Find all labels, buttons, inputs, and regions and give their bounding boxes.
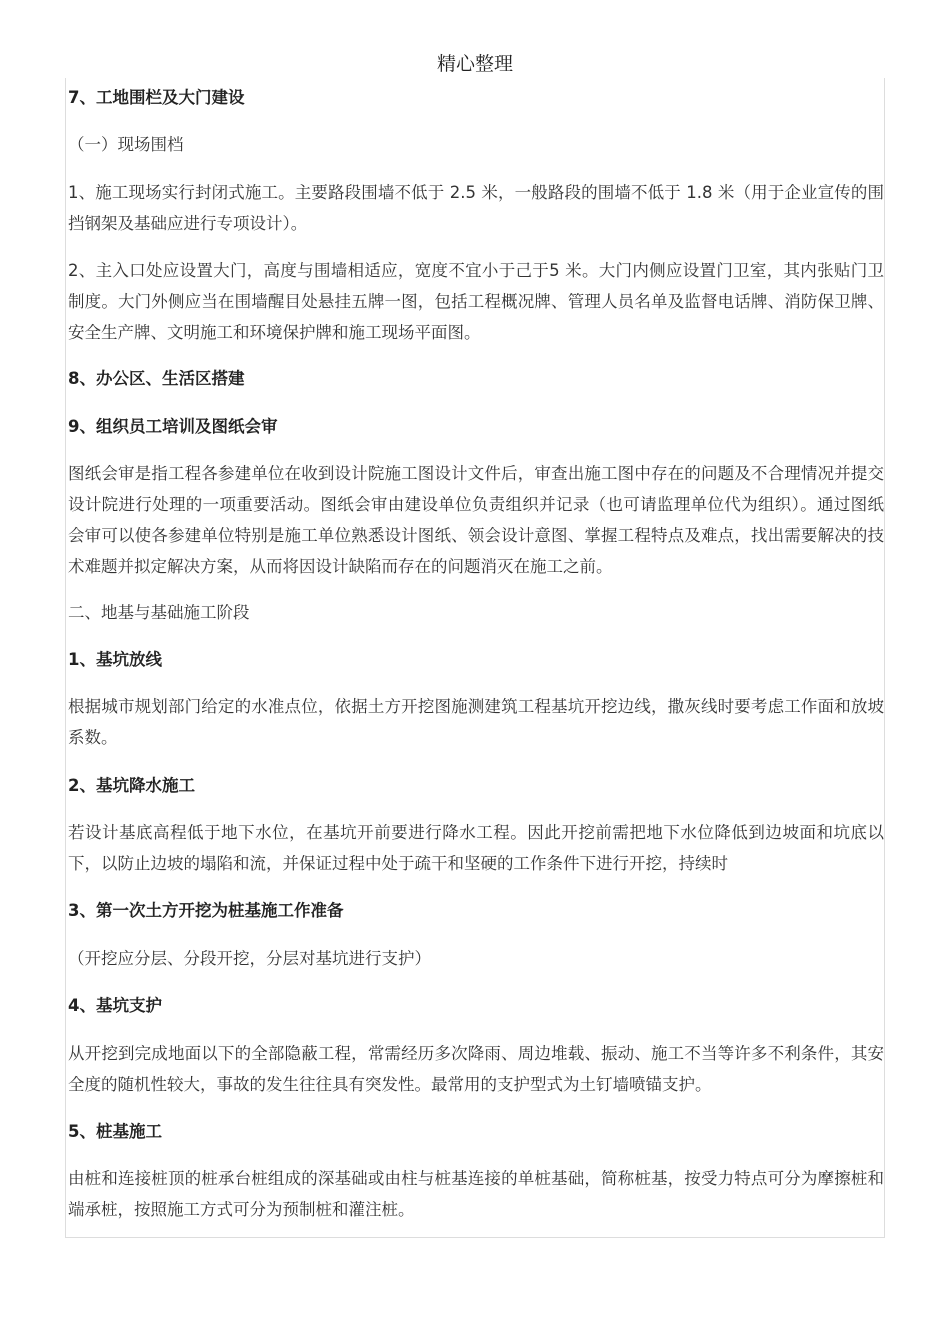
section-8-heading: 8、办公区、生活区搭建 [68, 369, 245, 388]
section-7-subheading: （一）现场围档 [68, 135, 184, 154]
section-9-heading: 9、组织员工培训及图纸会审 [68, 417, 278, 436]
part-2-item-2-paragraph: 若设计基底高程低于地下水位，在基坑开前要进行降水工程。因此开挖前需把地下水位降低到边坡面和坑底以下，以防止边坡的塌陷和流，并保证过程中处于疏干和坚硬的工作条件下进行开挖，持续时 [68, 823, 884, 873]
page-header-title: 精心整理 [436, 53, 513, 75]
part-2-heading: 二、地基与基础施工阶段 [68, 603, 250, 622]
part-2-item-3-heading: 3、第一次土方开挖为桩基施工作准备 [68, 901, 344, 920]
section-9-paragraph: 图纸会审是指工程各参建单位在收到设计院施工图设计文件后，审查出施工图中存在的问题及不合理情况并提交设计院进行处理的一项重要活动。图纸会审由建设单位负责组织并记录（也可请监理单位代为组织）。通过图纸会审可以使各参建单位特别是施工单位熟悉设计图纸、领会设计意图、掌握工程特点及难点，找出需要解决的技术难题并拟定解决方案，从而将因设计缺陷而存在的问题消灭在施工之前。 [68, 464, 884, 576]
part-2-item-1-paragraph: 根据城市规划部门给定的水准点位，依据土方开挖图施测建筑工程基坑开挖边线，撒灰线时要考虑工作面和放坡系数。 [68, 697, 884, 747]
section-7-paragraph-2: 2、主入口处应设置大门，高度与围墙相适应，宽度不宜小于己于5 米。大门内侧应设置门卫室，其内张贴门卫制度。大门外侧应当在围墙醒目处悬挂五牌一图，包括工程概况牌、管理人员名单及监督电话牌、消防保卫牌、安全生产牌、文明施工和环境保护牌和施工现场平面图。 [68, 261, 884, 342]
section-7-paragraph-1: 1、施工现场实行封闭式施工。主要路段围墙不低于 2.5 米，一般路段的围墙不低于 1.8 米（用于企业宣传的围挡钢架及基础应进行专项设计）。 [68, 183, 884, 233]
part-2-item-1-heading: 1、基坑放线 [68, 650, 162, 669]
part-2-item-3-paragraph: （开挖应分层、分段开挖，分层对基坑进行支护） [68, 949, 431, 968]
section-7-heading: 7、工地围栏及大门建设 [68, 88, 245, 107]
part-2-item-2-heading: 2、基坑降水施工 [68, 776, 195, 795]
part-2-item-5-paragraph: 由桩和连接桩顶的桩承台桩组成的深基础或由柱与桩基连接的单桩基础，简称桩基，按受力特点可分为摩擦桩和端承桩，按照施工方式可分为预制桩和灌注桩。 [68, 1169, 884, 1219]
part-2-item-4-heading: 4、基坑支护 [68, 996, 162, 1015]
part-2-item-4-paragraph: 从开挖到完成地面以下的全部隐蔽工程，常需经历多次降雨、周边堆载、振动、施工不当等许多不利条件，其安全度的随机性较大，事故的发生往往具有突发性。最常用的支护型式为土钉墙喷锚支护。 [68, 1044, 884, 1094]
part-2-item-5-heading: 5、桩基施工 [68, 1122, 162, 1141]
